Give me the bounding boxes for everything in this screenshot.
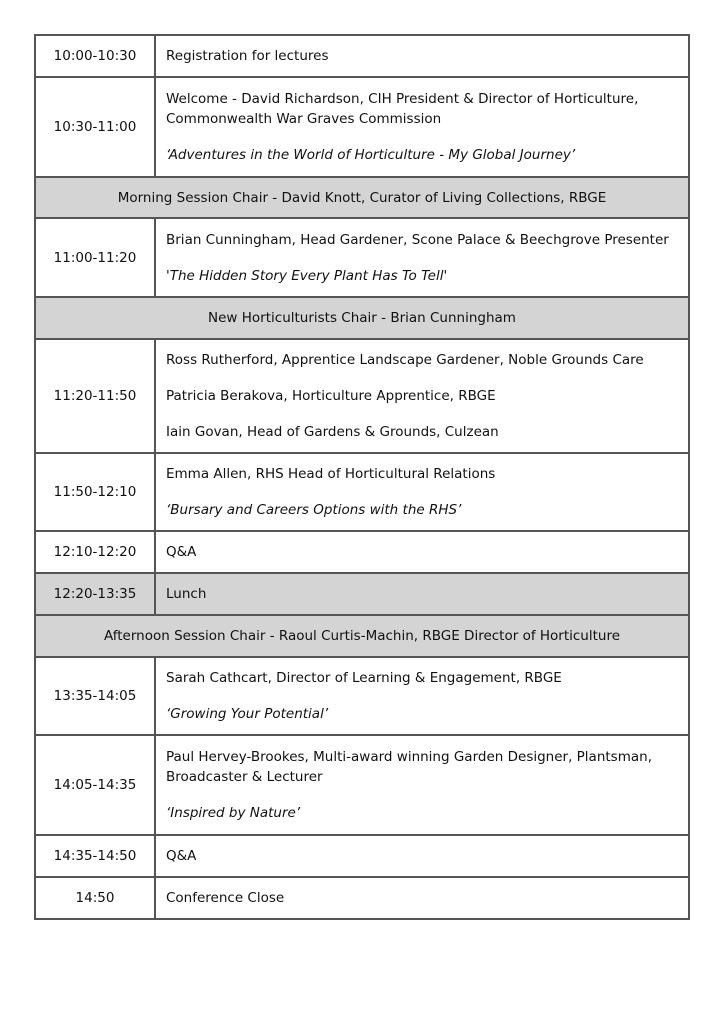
schedule-table	[34, 34, 690, 920]
entry-text: Brian Cunningham, Head Gardener, Scone Palace & Beechgrove Presenter	[166, 231, 669, 248]
content-cell	[156, 574, 688, 614]
schedule-row	[36, 834, 688, 876]
content-cell	[156, 878, 688, 918]
time-cell: 14:05-14:35	[36, 736, 156, 834]
talk-title: 'The Hidden Story Every Plant Has To Tell'	[166, 267, 448, 284]
entry-text: Q&A	[166, 848, 197, 864]
entry-text: Lunch	[166, 586, 207, 602]
entry-text: Paul Hervey-Brookes, Multi-award winning Garden Designer, Plantsman, Broadcaster & Lecturer	[166, 749, 652, 785]
time-cell: 12:10-12:20	[36, 532, 156, 572]
entry-text: Conference Close	[166, 890, 285, 906]
time-cell: 11:50-12:10	[36, 454, 156, 530]
content-cell	[156, 736, 688, 834]
session-chair-row: New Horticulturists Chair - Brian Cunningham	[36, 296, 688, 338]
time-cell: 14:50	[36, 878, 156, 918]
time-cell: 10:00-10:30	[36, 36, 156, 76]
talk-title: ‘Bursary and Careers Options with the RHS’	[166, 502, 462, 518]
content-cell	[156, 340, 688, 452]
content-cell	[156, 36, 688, 76]
time-cell: 11:00-11:20	[36, 219, 156, 296]
time-cell: 12:20-13:35	[36, 574, 156, 614]
schedule-row	[36, 734, 688, 834]
entry-text: Welcome - David Richardson, CIH President & Director of Horticulture, Commonwealth War Graves Commission	[166, 91, 639, 127]
content-cell	[156, 658, 688, 734]
entry-text: Q&A	[166, 544, 197, 560]
schedule-row	[36, 530, 688, 572]
schedule-row	[36, 36, 688, 76]
content-cell	[156, 219, 688, 296]
schedule-row	[36, 452, 688, 530]
session-chair-row: Afternoon Session Chair - Raoul Curtis-Machin, RBGE Director of Horticulture	[36, 614, 688, 656]
schedule-row	[36, 876, 688, 918]
entry-text: Emma Allen, RHS Head of Horticultural Relations	[166, 466, 496, 482]
talk-title: ‘Growing Your Potential’	[166, 706, 329, 722]
entry-text: Patricia Berakova, Horticulture Apprentice, RBGE	[166, 388, 496, 404]
schedule-row	[36, 217, 688, 296]
schedule-row	[36, 76, 688, 176]
content-cell	[156, 532, 688, 572]
session-chair-row: Morning Session Chair - David Knott, Curator of Living Collections, RBGE	[36, 176, 688, 217]
entry-text: Iain Govan, Head of Gardens & Grounds, Culzean	[166, 424, 499, 440]
entry-text: Registration for lectures	[166, 48, 329, 64]
content-cell	[156, 454, 688, 530]
schedule-row	[36, 338, 688, 452]
content-cell	[156, 836, 688, 876]
time-cell: 14:35-14:50	[36, 836, 156, 876]
time-cell: 10:30-11:00	[36, 78, 156, 176]
talk-title: ‘Adventures in the World of Horticulture - My Global Journey’	[166, 147, 576, 163]
schedule-row	[36, 656, 688, 734]
entry-text: Sarah Cathcart, Director of Learning & Engagement, RBGE	[166, 670, 562, 686]
talk-title: ‘Inspired by Nature’	[166, 805, 301, 821]
entry-text: Ross Rutherford, Apprentice Landscape Gardener, Noble Grounds Care	[166, 352, 644, 368]
content-cell	[156, 78, 688, 176]
time-cell: 11:20-11:50	[36, 340, 156, 452]
time-cell: 13:35-14:05	[36, 658, 156, 734]
schedule-row-lunch	[36, 572, 688, 614]
